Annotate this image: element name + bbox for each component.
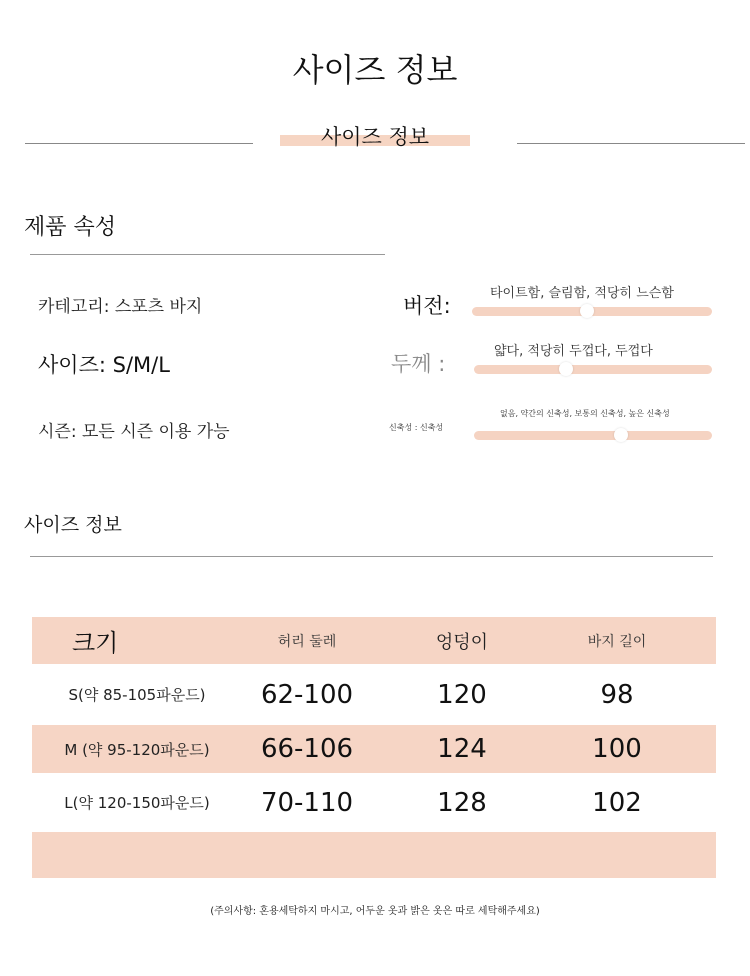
column-header-length: 바지 길이 [587, 633, 647, 650]
table-row [32, 664, 716, 725]
length-cell: 98 [600, 679, 634, 710]
hip-cell: 120 [437, 679, 487, 710]
waist-cell: 66-106 [260, 734, 354, 764]
length-cell: 102 [592, 787, 642, 818]
length-cell: 100 [592, 734, 642, 764]
banner-label: 사이즈 정보 [320, 125, 430, 149]
column-header-size: 크기 [72, 629, 119, 657]
size-cell: L(약 120-150파운드) [64, 794, 210, 812]
fit-scale-knob [580, 304, 594, 318]
product-attributes-heading: 제품 속성 [24, 215, 117, 240]
fit-label: 버전: [403, 294, 451, 318]
waist-cell: 70-110 [260, 787, 354, 818]
category-text: 카테고리: 스포츠 바지 [38, 297, 203, 317]
stretch-options: 없음, 약간의 신축성, 보통의 신축성, 높은 신축성 [500, 409, 670, 418]
product-attributes-rule [30, 254, 385, 255]
size-info-heading: 사이즈 정보 [24, 514, 122, 536]
thickness-label: 두께 : [391, 352, 446, 376]
stretch-label: 신축성 : 신축성 [389, 423, 444, 432]
stretch-scale-bar [474, 431, 712, 440]
table-row [32, 725, 716, 773]
column-header-hip: 엉덩이 [435, 631, 489, 653]
size-cell: S(약 85-105파운드) [68, 686, 206, 704]
waist-cell: 62-100 [260, 679, 354, 710]
fit-scale-bar [472, 307, 712, 316]
size-cell: M (약 95-120파운드) [64, 740, 210, 759]
care-note: (주의사항: 혼용세탁하지 마시고, 어두운 옷과 밝은 옷은 따로 세탁해주세요) [210, 906, 540, 917]
hip-cell: 124 [437, 734, 487, 764]
season-text: 시즌: 모든 시즌 이용 가능 [38, 422, 230, 442]
hip-cell: 128 [437, 787, 487, 818]
fit-options: 타이트함, 슬림함, 적당히 느슨함 [490, 286, 674, 301]
banner-divider-right [517, 143, 745, 144]
table-footer-row [32, 832, 716, 878]
size-table [32, 617, 716, 878]
stretch-scale-knob [614, 428, 628, 442]
banner-divider-left [25, 143, 253, 144]
size-info-rule [30, 556, 713, 557]
sizes-text: 사이즈: S/M/L [38, 353, 170, 377]
thickness-scale-bar [474, 365, 712, 374]
thickness-scale-knob [559, 362, 573, 376]
page-title: 사이즈 정보 [292, 51, 458, 89]
table-header-row [32, 617, 716, 664]
table-row [32, 773, 716, 832]
thickness-options: 얇다, 적당히 두껍다, 두껍다 [494, 344, 653, 359]
column-header-waist: 허리 둘레 [277, 633, 337, 650]
